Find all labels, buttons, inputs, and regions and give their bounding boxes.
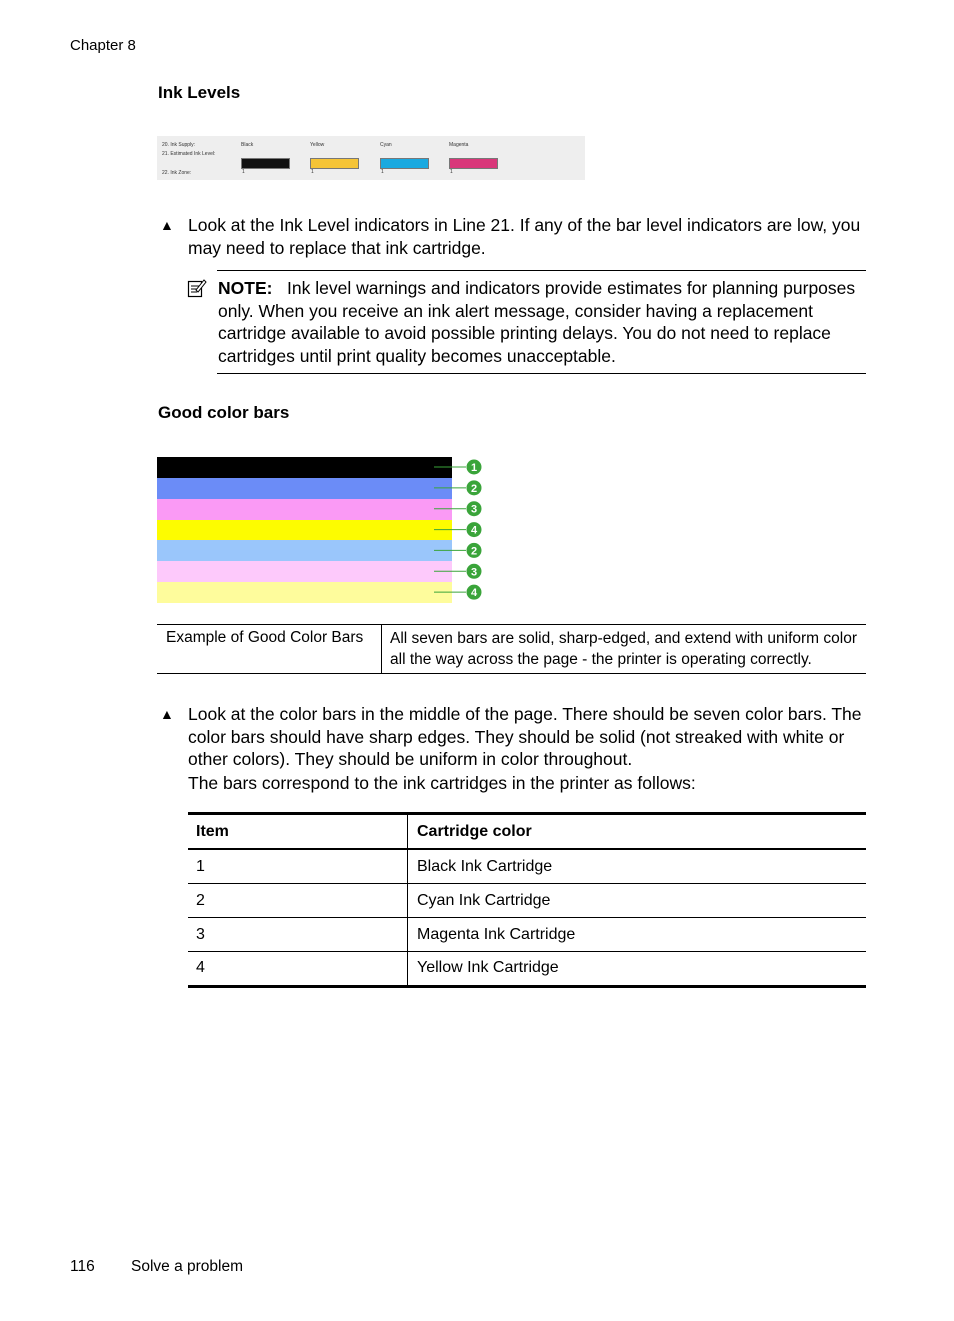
color-bar xyxy=(157,457,452,478)
ink-level-bar xyxy=(310,158,359,169)
note-label: NOTE: xyxy=(218,278,273,298)
ink-levels-heading: Ink Levels xyxy=(158,83,241,102)
ink-zone-value: 1 xyxy=(450,169,453,175)
table-cell-color: Yellow Ink Cartridge xyxy=(417,959,559,976)
example-description: All seven bars are solid, sharp-edged, and extend with uniform color all the way across the page - the printer is operating correctly. xyxy=(390,630,857,668)
ink-cartridge-name: Yellow xyxy=(310,142,325,148)
ink-zone-value: 1 xyxy=(381,169,384,175)
color-bar xyxy=(157,478,452,499)
example-table xyxy=(157,624,866,674)
estimated-ink-level-line-label: 21. Estimated Ink Level: xyxy=(162,151,216,157)
footer-section: Solve a problem xyxy=(131,1258,244,1275)
callout-number: 3 xyxy=(470,566,478,579)
callout-number: 2 xyxy=(470,545,478,558)
callout-number: 2 xyxy=(470,482,478,495)
table-rule xyxy=(188,848,866,850)
table-rule xyxy=(188,985,866,988)
ink-supply-line-label: 20. Ink Supply: xyxy=(162,142,196,148)
table-cell-item: 3 xyxy=(196,926,205,943)
triangle-bullet-icon: ▲ xyxy=(160,217,174,233)
ink-cartridge-name: Cyan xyxy=(380,142,392,148)
table-cell-item: 4 xyxy=(196,959,205,976)
note-text xyxy=(218,277,868,367)
ink-zone-value: 1 xyxy=(311,169,314,175)
ink-levels-instruction: Look at the Ink Level indicators in Line 21. If any of the bar level indicators are low, you may need to replace that ink cartridge. xyxy=(188,215,861,258)
table-rule xyxy=(188,883,866,884)
table-cell-item: 2 xyxy=(196,892,205,909)
table-cell-color: Black Ink Cartridge xyxy=(417,858,553,875)
triangle-bullet-icon: ▲ xyxy=(160,706,174,722)
note-body: Ink level warnings and indicators provide estimates for planning purposes only. When you receive an ink alert message, consider having a replacement cartridge available to avoid possible printing delays. You do not need to replace cartridges until print quality becomes unacceptable. xyxy=(218,278,856,366)
good-color-bars-heading: Good color bars xyxy=(158,403,290,422)
color-bars-instruction: Look at the color bars in the middle of the page. There should be seven color bars. The color bars should have sharp edges. They should be solid (not streaked with white or other colors). They should be uniform in color throughout. xyxy=(188,704,862,769)
color-bar-callouts xyxy=(430,457,490,603)
callout-number: 4 xyxy=(470,587,478,600)
table-cell-item: 1 xyxy=(196,858,205,875)
page-number: 116 xyxy=(70,1258,95,1275)
table-divider xyxy=(407,815,408,988)
ink-level-strip-image xyxy=(157,136,585,180)
color-bar xyxy=(157,499,452,520)
table-rule xyxy=(188,812,866,815)
cartridge-mapping-intro: The bars correspond to the ink cartridges in the printer as follows: xyxy=(188,773,696,793)
table-cell-color: Magenta Ink Cartridge xyxy=(417,926,576,943)
callout-number: 1 xyxy=(470,462,478,474)
table-divider xyxy=(381,625,382,673)
table-rule xyxy=(188,951,866,952)
table-cell-color: Cyan Ink Cartridge xyxy=(417,892,551,909)
note-icon xyxy=(187,278,207,298)
table-header: Cartridge color xyxy=(417,823,532,840)
ink-zone-line-label: 22. Ink Zone: xyxy=(162,170,192,176)
ink-level-bar xyxy=(380,158,429,169)
callout-number: 3 xyxy=(470,503,478,516)
ink-cartridge-name: Black xyxy=(241,142,254,148)
table-header: Item xyxy=(196,823,229,840)
example-caption: Example of Good Color Bars xyxy=(166,629,364,646)
cartridge-table xyxy=(188,812,866,988)
color-bar xyxy=(157,582,452,603)
ink-level-bar xyxy=(241,158,290,169)
color-bar xyxy=(157,520,452,541)
ink-level-bar xyxy=(449,158,498,169)
callout-number: 4 xyxy=(470,524,478,537)
color-bars-image xyxy=(157,457,452,603)
table-rule xyxy=(188,917,866,918)
color-bar xyxy=(157,540,452,561)
ink-cartridge-name: Magenta xyxy=(449,142,469,148)
color-bar xyxy=(157,561,452,582)
chapter-label: Chapter 8 xyxy=(70,37,136,54)
ink-zone-value: 1 xyxy=(242,169,245,175)
